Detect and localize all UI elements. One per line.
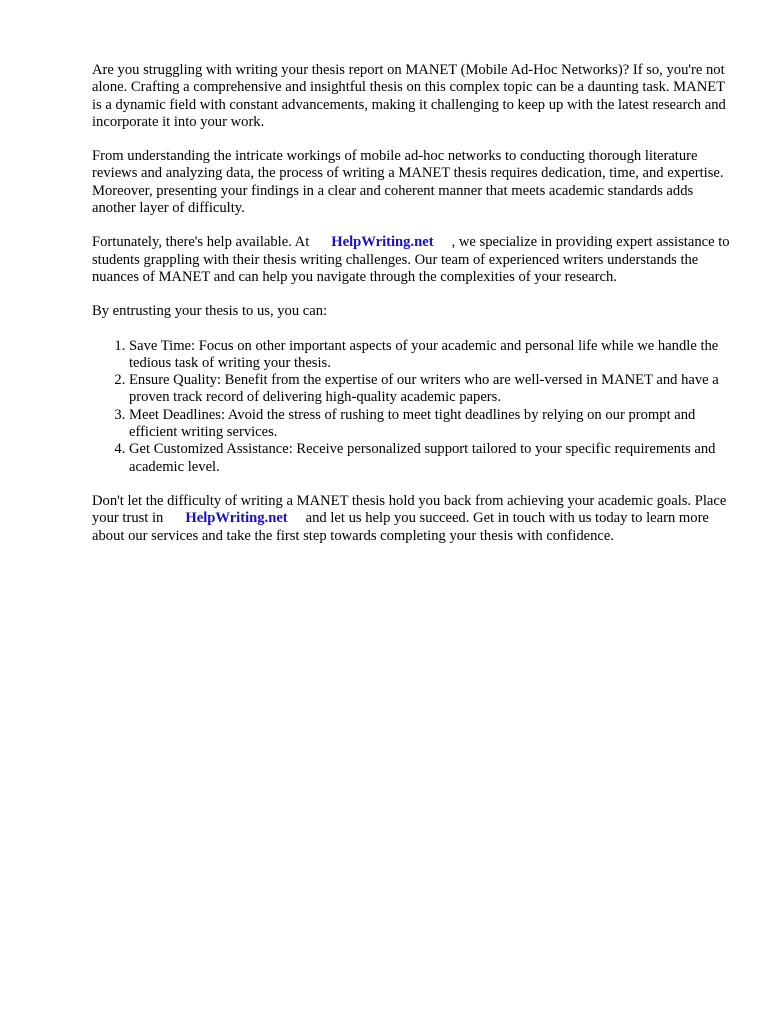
help-paragraph-rest: , we specialize in providing expert assistance to students grappling with their thesis writing challenges. Our team of experienced writers understands the nuances of MANET and can help you navigate through the complexities of your research. [92,234,730,285]
helpwriting-link[interactable]: HelpWriting.net [185,510,288,527]
entrust-paragraph: By entrusting your thesis to us, you can: [92,303,328,320]
list-item: 4. Get Customized Assistance: Receive personalized support tailored to your specific requirements and academic level. [129,441,732,476]
intro-paragraph: Are you struggling with writing your thesis report on MANET (Mobile Ad-Hoc Networks)? If so, you're not alone. Crafting a comprehensive and insightful thesis on this complex topic can be a daunting task. MANET is a dynamic field with constant advancements, making it challenging to keep up with the latest research and incorporate it into your work. [92,62,726,130]
closing-paragraph [92,493,732,545]
closing-paragraph-rest: and let us help you succeed. Get in touch with us today to learn more about our services and take the first step towards completing your thesis with confidence. [92,510,709,544]
difficulty-paragraph: From understanding the intricate workings of mobile ad-hoc networks to conducting thorough literature reviews and analyzing data, the process of writing a MANET thesis requires dedication, time, and expertise. Moreover, presenting your findings in a clear and coherent manner that meets academic standards adds another layer of difficulty. [92,148,724,217]
list-item: 2. Ensure Quality: Benefit from the expertise of our writers who are well-versed in MANET and have a proven track record of delivering high-quality academic papers. [129,372,732,407]
helpwriting-link[interactable]: HelpWriting.net [331,234,434,251]
list-item: 1. Save Time: Focus on other important aspects of your academic and personal life while we handle the tedious task of writing your thesis. [129,338,732,373]
benefits-list [92,338,732,476]
help-paragraph [92,234,732,286]
document-body [92,62,732,562]
help-paragraph-lead: Fortunately, there's help available. At [92,234,310,251]
list-item: 3. Meet Deadlines: Avoid the stress of rushing to meet tight deadlines by relying on our prompt and efficient writing services. [129,407,732,442]
closing-paragraph-lead: Don't let the difficulty of writing a MANET thesis hold you back from achieving your academic goals. Place your trust in [92,492,727,527]
